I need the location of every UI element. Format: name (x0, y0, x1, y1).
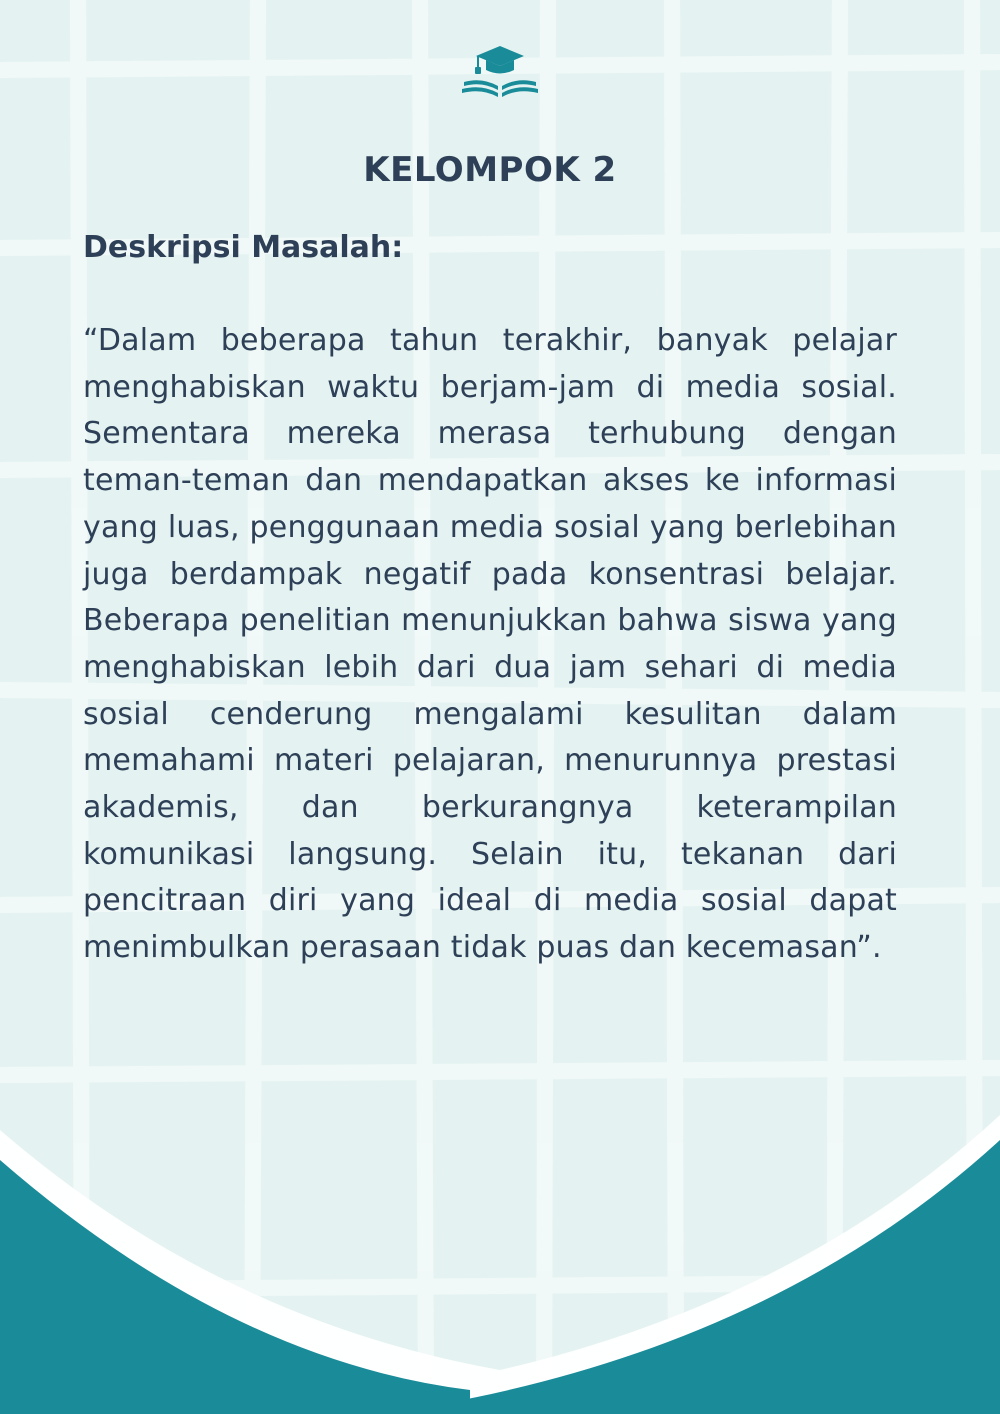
problem-description-paragraph: “Dalam beberapa tahun terakhir, banyak pelajar menghabiskan waktu berjam-jam di media sosial. Sementara mereka merasa terhubung dengan teman-teman dan mendapatkan akses ke informasi yang luas, penggunaan media sosial yang berlebihan juga berdampak negatif pada konsentrasi belajar. Beberapa penelitian menunjukkan bahwa siswa yang menghabiskan lebih dari dua jam sehari di media sosial cenderung mengalami kesulitan dalam memahami materi pelajaran, menurunnya prestasi akademis, dan berkurangnya keterampilan komunikasi langsung. Selain itu, tekanan dari pencitraan diri yang ideal di media sosial dapat menimbulkan perasaan tidak puas dan kecemasan”. (83, 323, 897, 966)
decorative-bottom-waves (0, 1080, 1000, 1414)
page-title: KELOMPOK 2 (363, 150, 617, 190)
graduation-cap-book-icon (458, 44, 542, 104)
section-heading: Deskripsi Masalah: (83, 230, 404, 265)
